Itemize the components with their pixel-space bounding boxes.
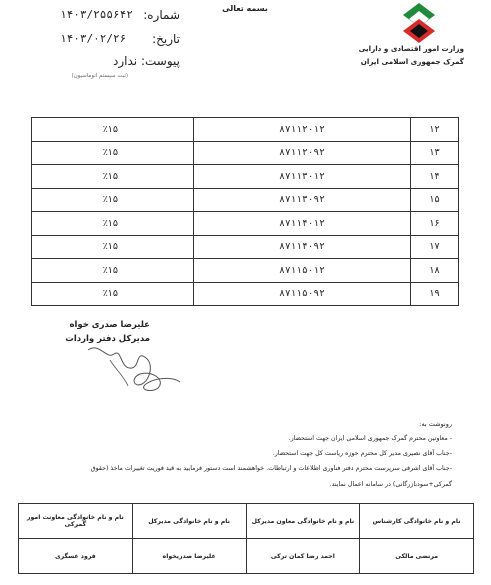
tariff-code-cell: ۸۷۱۱۴۰۱۲ bbox=[194, 212, 411, 236]
table-row bbox=[32, 212, 459, 236]
rate-cell: ٪۱۵ bbox=[32, 282, 194, 306]
rate-cell: ٪۱۵ bbox=[32, 212, 194, 236]
name-director-general: علیرضا صدریخواه bbox=[132, 539, 246, 574]
tariff-code-cell: ۸۷۱۱۵۰۱۲ bbox=[194, 259, 411, 283]
rate-cell: ٪۱۵ bbox=[32, 188, 194, 212]
number-label: شماره: bbox=[143, 8, 180, 22]
letter-number bbox=[60, 8, 180, 24]
signatories-table bbox=[18, 503, 474, 574]
rate-cell: ٪۱۵ bbox=[32, 118, 194, 142]
table-row bbox=[32, 165, 459, 189]
header-expert: نام و نام خانوادگی کارشناس bbox=[360, 504, 474, 539]
number-value: ۱۴۰۳/۲۵۵۶۴۲ bbox=[60, 8, 133, 21]
header-deputy-director: نام و نام خانوادگی معاون مدیرکل bbox=[246, 504, 360, 539]
tariff-code-cell: ۸۷۱۱۲۰۹۲ bbox=[194, 141, 411, 165]
signer-title: مدیرکل دفتر واردات bbox=[65, 334, 150, 344]
copies-title: رونوشت به: bbox=[419, 420, 452, 428]
name-expert: مرتضی مالکی bbox=[360, 539, 474, 574]
row-number-cell: ۱۴ bbox=[411, 165, 459, 189]
rate-cell: ٪۱۵ bbox=[32, 235, 194, 259]
row-number-cell: ۱۵ bbox=[411, 188, 459, 212]
signatories-name-row bbox=[19, 539, 474, 574]
org-ministry: وزارت امور اقتصادی و دارایی bbox=[358, 44, 464, 53]
bismillah-heading: بسمه تعالی bbox=[222, 4, 268, 13]
table-row bbox=[32, 235, 459, 259]
name-deputy-director: احمد رضا کمان ترکی bbox=[246, 539, 360, 574]
tariff-code-cell: ۸۷۱۱۵۰۹۲ bbox=[194, 282, 411, 306]
table-row bbox=[32, 259, 459, 283]
header-customs-deputy: نام و نام خانوادگی معاونت امور گمرکی bbox=[19, 504, 133, 539]
table-row bbox=[32, 141, 459, 165]
date-label: تاریخ: bbox=[152, 32, 180, 46]
table-row bbox=[32, 188, 459, 212]
rate-cell: ٪۱۵ bbox=[32, 141, 194, 165]
table-row bbox=[32, 118, 459, 142]
name-customs-deputy: فرود عسگری bbox=[19, 539, 133, 574]
row-number-cell: ۱۸ bbox=[411, 259, 459, 283]
row-number-cell: ۱۶ bbox=[411, 212, 459, 236]
rate-cell: ٪۱۵ bbox=[32, 165, 194, 189]
tariff-code-cell: ۸۷۱۱۴۰۹۲ bbox=[194, 235, 411, 259]
table-row bbox=[32, 282, 459, 306]
copy-line-4: گمرکی+سودبازرگانی) در سامانه اعمال نمایند. bbox=[329, 481, 452, 488]
signer-name: علیرضا صدری خواه bbox=[69, 320, 150, 330]
customs-logo bbox=[402, 2, 436, 44]
tariff-table bbox=[31, 117, 459, 306]
header-director-general: نام و نام خانوادگی مدیرکل bbox=[132, 504, 246, 539]
copy-line-1: - معاونین محترم گمرک جمهوری اسلامی ایران جهت استحضار. bbox=[288, 435, 452, 442]
row-number-cell: ۱۷ bbox=[411, 235, 459, 259]
letter-attachment bbox=[60, 54, 180, 70]
tariff-code-cell: ۸۷۱۱۳۰۹۲ bbox=[194, 188, 411, 212]
letter-date bbox=[60, 32, 180, 48]
automation-note: (ثبت سیستم اتوماسیون) bbox=[71, 73, 128, 79]
signatories-header-row bbox=[19, 504, 474, 539]
row-number-cell: ۱۳ bbox=[411, 141, 459, 165]
handwritten-signature bbox=[80, 340, 190, 395]
row-number-cell: ۱۲ bbox=[411, 118, 459, 142]
date-value: ۱۴۰۳/۰۲/۲۶ bbox=[60, 32, 127, 45]
copy-line-2: -جناب آقای نصیری مدیر کل محترم حوزه ریاست کل جهت استحضار. bbox=[272, 450, 452, 457]
attachment-label: پیوست: ندارد bbox=[113, 54, 180, 68]
copy-line-3: -جناب آقای اشرفی سرپرست محترم دفتر فناوری اطلاعات و ارتباطات. خواهشمند است دستور فرمایید به قید فوریت تغییرات ماخذ (حقوق bbox=[90, 465, 452, 472]
tariff-code-cell: ۸۷۱۱۳۰۱۲ bbox=[194, 165, 411, 189]
org-customs: گمرک جمهوری اسلامی ایران bbox=[360, 57, 464, 66]
row-number-cell: ۱۹ bbox=[411, 282, 459, 306]
tariff-code-cell: ۸۷۱۱۲۰۱۲ bbox=[194, 118, 411, 142]
rate-cell: ٪۱۵ bbox=[32, 259, 194, 283]
